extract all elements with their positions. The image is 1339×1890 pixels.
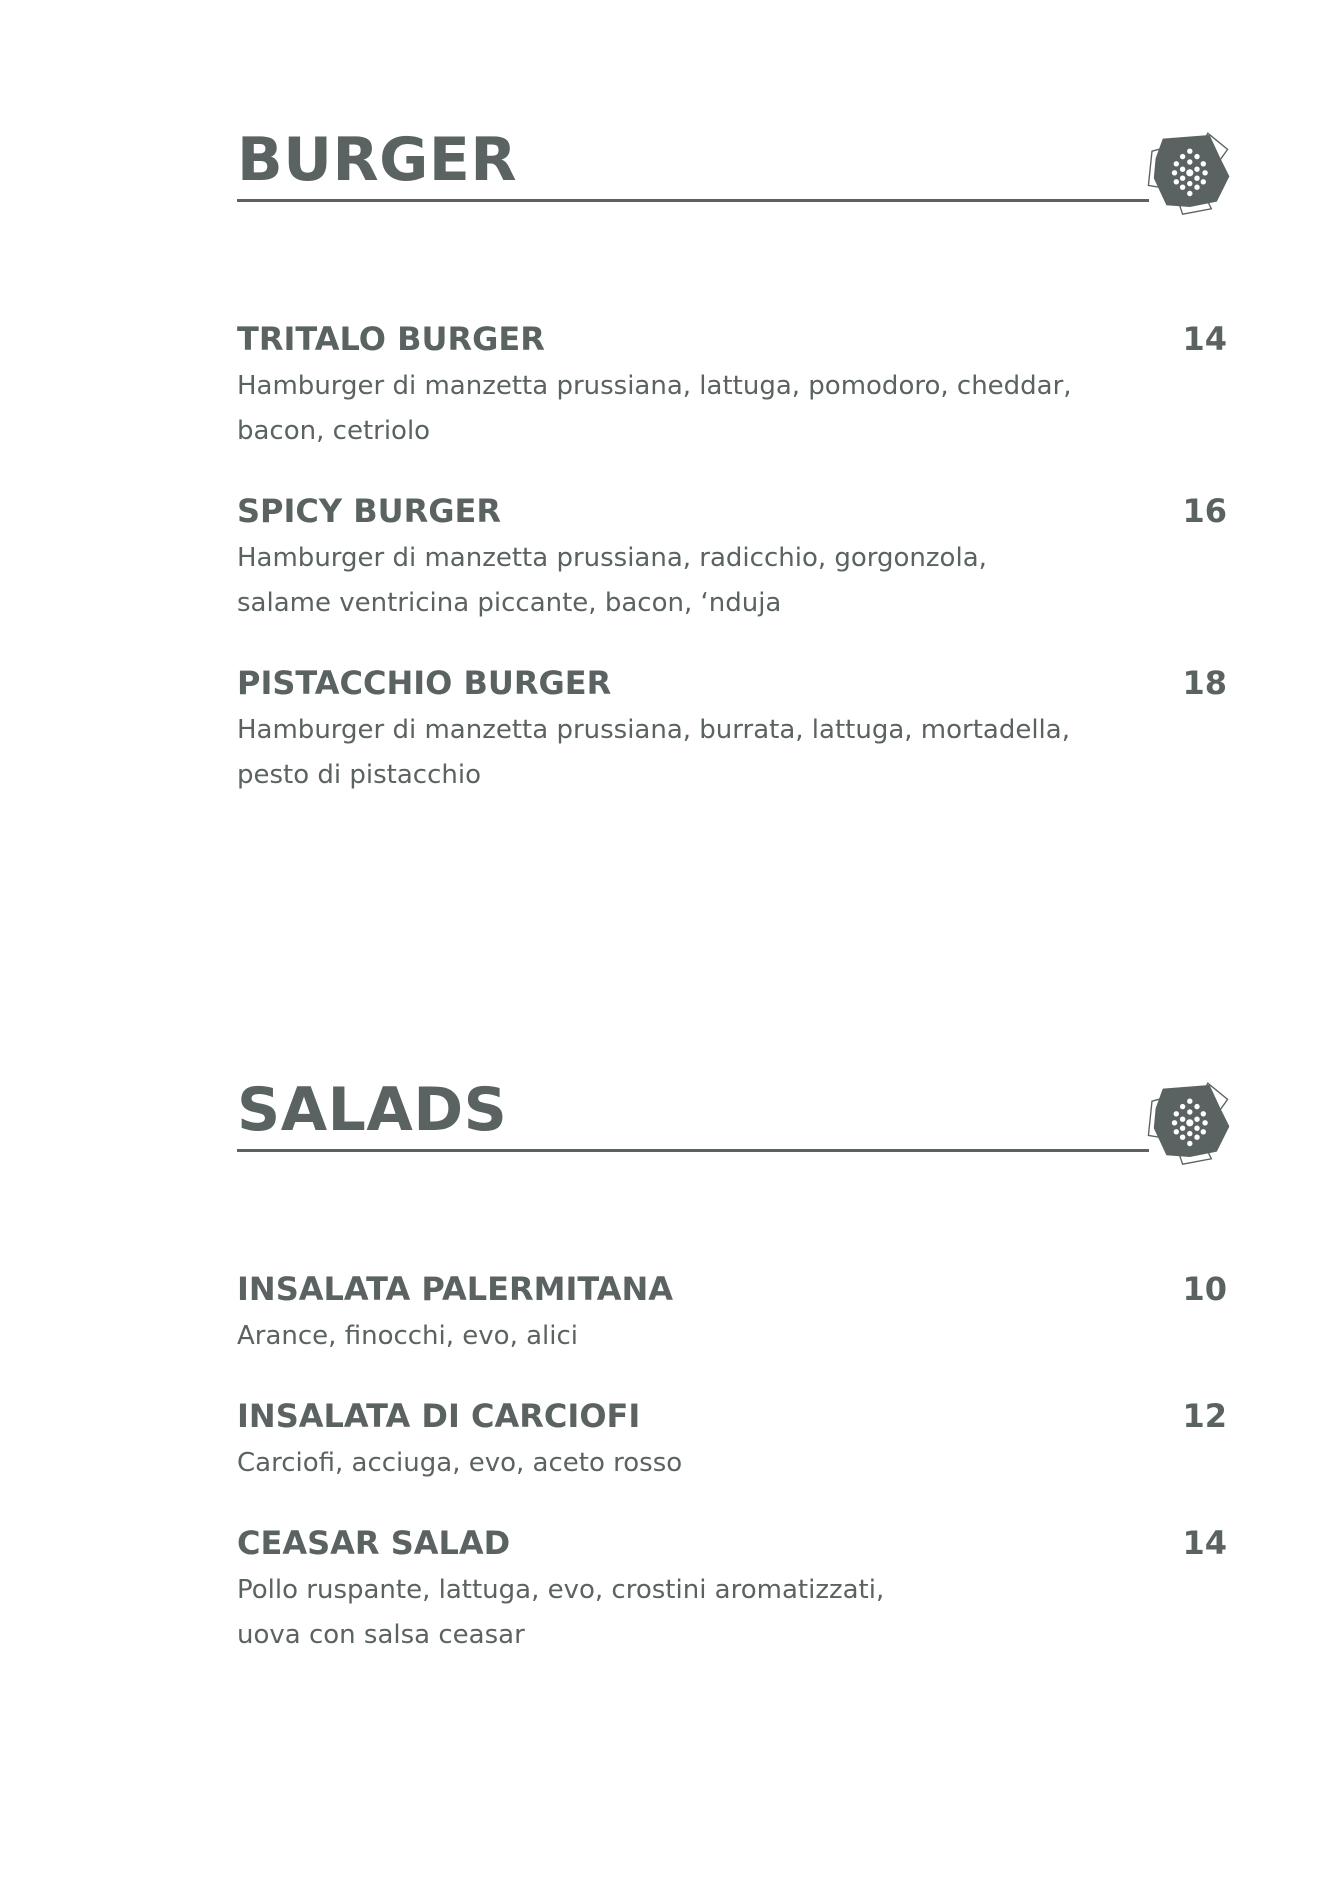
item-description-line: Hamburger di manzetta prussiana, lattuga, pomodoro, cheddar, [237,371,1072,401]
section-header [237,110,1233,202]
item-price: 14 [1182,1524,1227,1562]
item-name: SPICY BURGER [237,492,501,530]
section-title: BURGER [237,125,518,195]
restaurant-emblem-icon [1143,126,1233,216]
burger-section [237,110,1233,790]
item-description [237,1314,1137,1359]
menu-item [237,664,1227,798]
item-description-line: Arance, finocchi, evo, alici [237,1321,579,1351]
item-description [237,708,1137,798]
item-name: INSALATA PALERMITANA [237,1270,673,1308]
section-divider [237,199,1149,202]
item-description-line: uova con salsa ceasar [237,1620,525,1650]
menu-item [237,320,1227,454]
salads-section [237,1060,1233,1650]
menu-items-list [237,1270,1233,1658]
section-divider [237,1149,1149,1152]
item-description-line: Hamburger di manzetta prussiana, burrata, lattuga, mortadella, [237,715,1070,745]
item-name: CEASAR SALAD [237,1524,511,1562]
menu-items-list [237,320,1233,798]
item-description [237,1441,1137,1486]
item-name: TRITALO BURGER [237,320,545,358]
restaurant-emblem-icon [1143,1076,1233,1166]
item-description-line: pesto di pistacchio [237,760,482,790]
item-description-line: salame ventricina piccante, bacon, ‘nduja [237,588,782,618]
menu-item [237,1270,1227,1359]
item-description-line: Carciofi, acciuga, evo, aceto rosso [237,1448,683,1478]
item-price: 12 [1182,1397,1227,1435]
item-description [237,536,1137,626]
section-header [237,1060,1233,1152]
item-price: 10 [1182,1270,1227,1308]
item-description [237,1568,1137,1658]
item-description-line: bacon, cetriolo [237,416,431,446]
item-price: 14 [1182,320,1227,358]
menu-item [237,1524,1227,1658]
item-price: 18 [1182,664,1227,702]
item-description-line: Pollo ruspante, lattuga, evo, crostini aromatizzati, [237,1575,885,1605]
item-price: 16 [1182,492,1227,530]
item-name: PISTACCHIO BURGER [237,664,612,702]
item-name: INSALATA DI CARCIOFI [237,1397,641,1435]
section-title: SALADS [237,1075,508,1145]
menu-item [237,492,1227,626]
item-description [237,364,1137,454]
menu-item [237,1397,1227,1486]
item-description-line: Hamburger di manzetta prussiana, radicchio, gorgonzola, [237,543,987,573]
